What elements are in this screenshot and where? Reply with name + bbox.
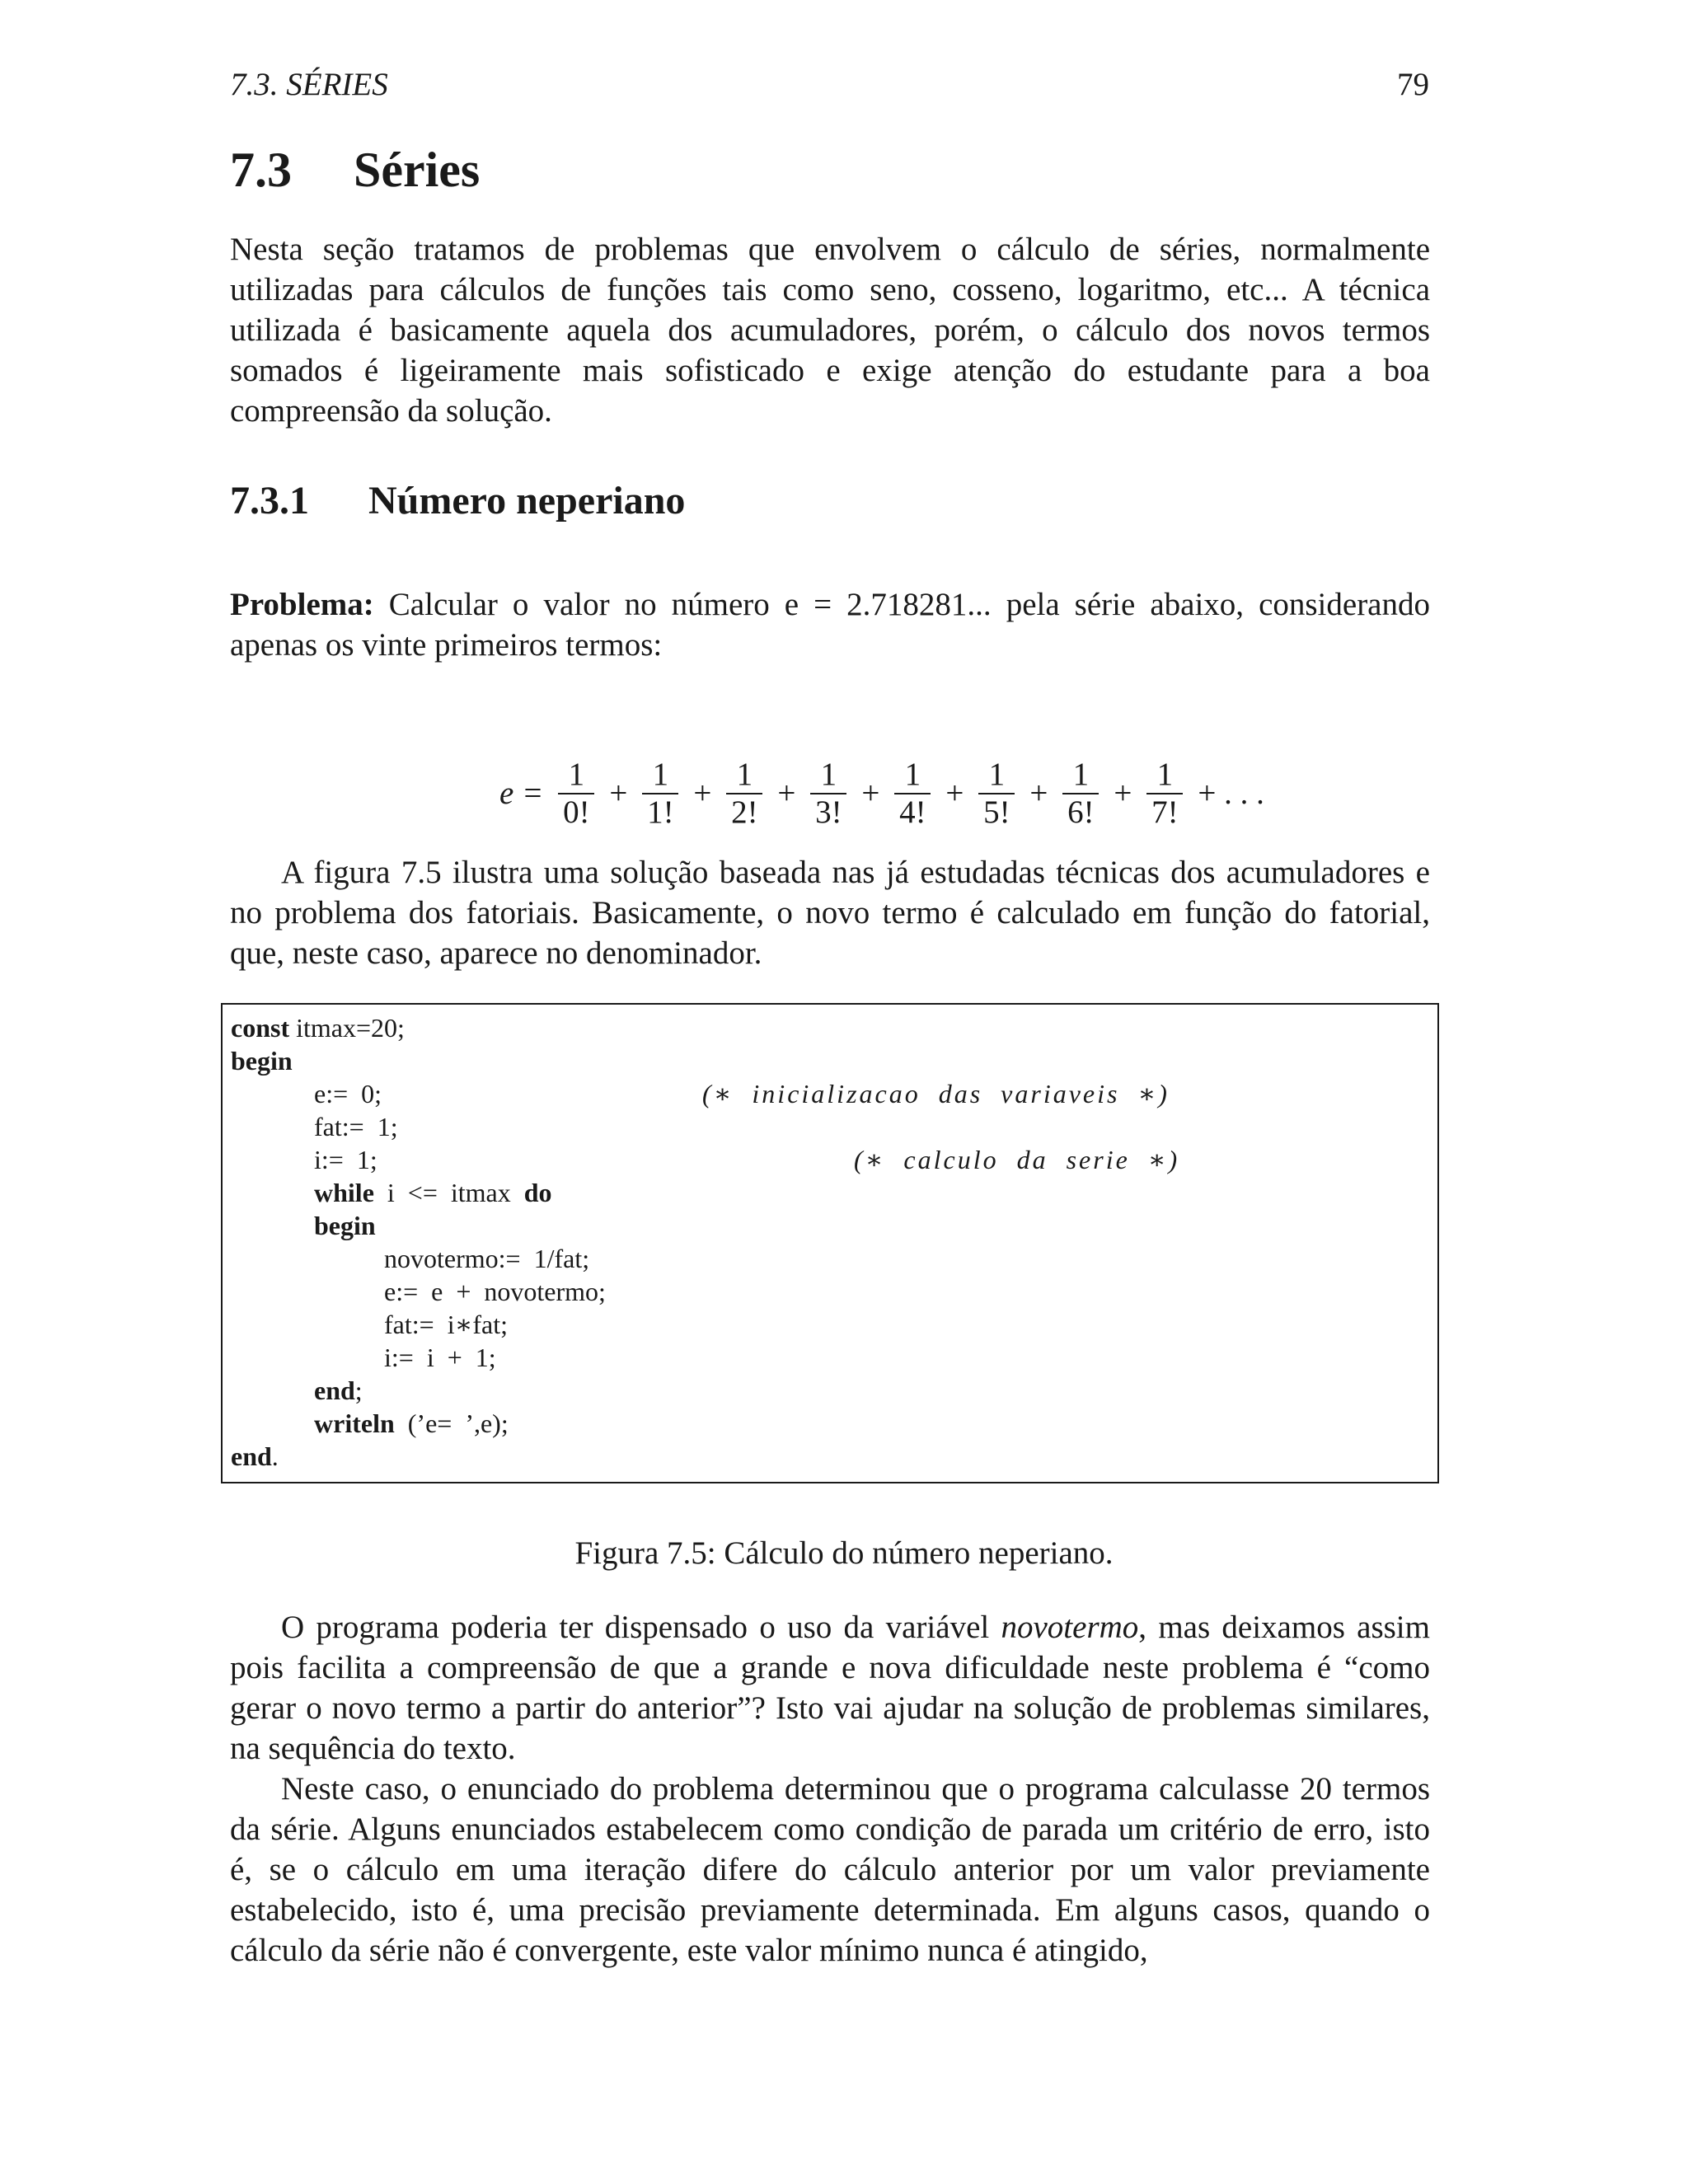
formula-fraction (558, 757, 594, 831)
fraction-denominator: 6! (1067, 794, 1095, 830)
formula-plus: + (945, 776, 964, 811)
figure-intro-text: A figura 7.5 ilustra uma solução baseada nas já estudadas técnicas dos acumuladores e no problema dos fatoriais. Basicamente, o novo termo é calculado em função do fatorial, que, neste caso, aparece no denominador. (230, 855, 1430, 971)
code-keyword: end (314, 1376, 355, 1405)
code-keyword: writeln (314, 1408, 395, 1438)
code-text: . (271, 1441, 279, 1471)
fraction-numerator: 1 (652, 756, 669, 792)
code-keyword: while (314, 1178, 374, 1207)
code-line-3: e:= 0; (314, 1079, 382, 1108)
code-line-13 (314, 1407, 509, 1440)
running-header-title: 7.3. SÉRIES (230, 67, 388, 102)
code-keyword: const (231, 1013, 290, 1043)
fraction-denominator: 7! (1151, 794, 1179, 830)
novotermo-text-before: O programa poderia ter dispensado o uso da variável (281, 1610, 1001, 1645)
problem-text: Calcular o valor no número e = 2.718281... pela série abaixo, considerando apenas os vinte primeiros termos: (230, 587, 1430, 663)
fraction-numerator: 1 (568, 756, 585, 792)
formula-fraction (1146, 757, 1183, 831)
code-keyword: begin (231, 1046, 293, 1076)
code-text: (’e= ’,e); (394, 1408, 509, 1438)
fraction-numerator: 1 (988, 756, 1006, 792)
code-line-9: e:= e + novotermo; (384, 1277, 606, 1306)
formula-fraction (1062, 757, 1099, 831)
formula-plus: + (777, 776, 796, 811)
code-line-4: fat:= 1; (314, 1112, 398, 1141)
fraction-numerator: 1 (820, 756, 837, 792)
fraction-denominator: 3! (815, 794, 842, 830)
section-heading (230, 142, 480, 199)
code-line-6 (314, 1176, 552, 1209)
fraction-numerator: 1 (1156, 756, 1174, 792)
code-keyword: end (231, 1441, 272, 1471)
novotermo-variable: novotermo (1001, 1610, 1139, 1645)
code-line-12 (314, 1374, 363, 1407)
formula-tail: + . . . (1198, 776, 1264, 811)
code-text: ; (354, 1376, 363, 1405)
code-comment-calc: (∗ calculo da serie ∗) (854, 1145, 1180, 1174)
formula-plus: + (1029, 776, 1048, 811)
code-keyword: begin (314, 1211, 376, 1240)
formula-fraction (894, 757, 931, 831)
novotermo-text-after: , mas deixamos assim pois facilita a compreensão de que a grande e nova dificuldade neste problema é “como gerar o novo termo a partir do anterior”? Isto vai ajudar na solução de problemas similares, na sequência do texto. (230, 1610, 1430, 1766)
subsection-title: Número neperiano (368, 479, 686, 523)
code-line-2 (231, 1044, 293, 1077)
code-listing-box (221, 1003, 1439, 1483)
formula-fraction (978, 757, 1015, 831)
code-keyword: do (523, 1178, 552, 1207)
novotermo-paragraph (230, 1607, 1430, 1769)
fraction-denominator: 5! (983, 794, 1010, 830)
fraction-denominator: 4! (899, 794, 926, 830)
formula-plus: + (861, 776, 880, 811)
intro-paragraph: Nesta seção tratamos de problemas que envolvem o cálculo de séries, normalmente utilizadas para cálculos de funções tais como seno, cosseno, logaritmo, etc... A técnica utilizada é basicamente aquela dos acumuladores, porém, o cálculo dos novos termos somados é ligeiramente mais sofisticado e exige atenção do estudante para a boa compreensão da solução. (230, 232, 1430, 429)
code-line-10: fat:= i∗fat; (384, 1310, 508, 1339)
formula-lhs: e = (499, 776, 544, 811)
code-line-5: i:= 1; (314, 1145, 377, 1174)
section-number: 7.3 (230, 143, 292, 197)
code-text: itmax=20; (289, 1013, 405, 1043)
problem-label: Problema: (230, 587, 374, 622)
formula-plus: + (609, 776, 628, 811)
formula-fraction (726, 757, 762, 831)
subsection-heading (230, 478, 685, 523)
formula-fraction (642, 757, 678, 831)
code-line-14 (231, 1440, 279, 1473)
code-line-8: novotermo:= 1/fat; (384, 1244, 590, 1273)
fraction-numerator: 1 (1072, 756, 1090, 792)
code-line-11: i:= i + 1; (384, 1343, 496, 1372)
formula-plus: + (1114, 776, 1132, 811)
section-title: Séries (354, 143, 481, 197)
figure-intro-paragraph (230, 852, 1430, 973)
series-formula (491, 750, 1273, 837)
code-comment-init: (∗ inicializacao das variaveis ∗) (702, 1079, 1170, 1108)
fraction-numerator: 1 (736, 756, 753, 792)
fraction-denominator: 0! (563, 794, 590, 830)
fraction-denominator: 1! (647, 794, 674, 830)
fraction-numerator: 1 (904, 756, 921, 792)
fraction-denominator: 2! (731, 794, 758, 830)
page-number: 79 (1397, 67, 1429, 102)
formula-fraction (810, 757, 846, 831)
formula-row (491, 750, 1273, 837)
closing-paragraph (230, 1769, 1430, 1971)
code-line-1 (231, 1011, 405, 1044)
code-text: i <= itmax (373, 1178, 524, 1207)
problem-paragraph (230, 584, 1430, 665)
code-line-7 (314, 1209, 376, 1242)
closing-text: Neste caso, o enunciado do problema determinou que o programa calculasse 20 termos da série. Alguns enunciados estabelecem como condição de parada um critério de erro, isto é, se o cálculo em uma iteração difere do cálculo anterior por um valor previamente estabelecido, isto é, uma precisão previamente determinada. Em alguns casos, quando o cálculo da série não é convergente, este valor mínimo nunca é atingido, (230, 1771, 1430, 1968)
subsection-number: 7.3.1 (230, 479, 309, 523)
formula-plus: + (693, 776, 712, 811)
figure-caption: Figura 7.5: Cálculo do número neperiano. (574, 1535, 1114, 1571)
